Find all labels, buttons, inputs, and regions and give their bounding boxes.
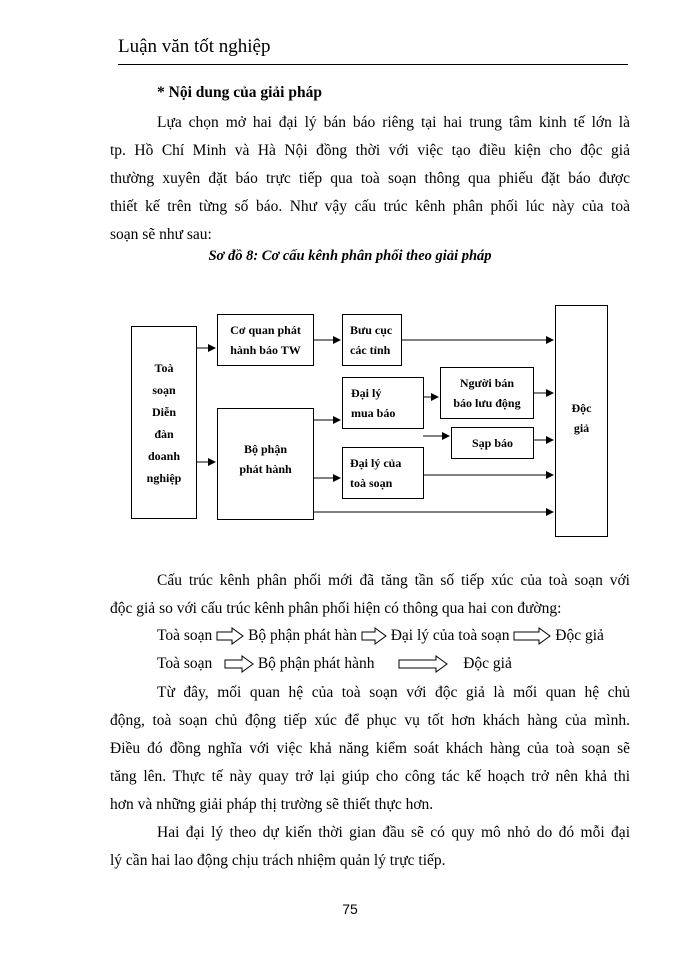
paragraph-1-line: soạn sẽ như sau:	[110, 226, 212, 243]
paragraph-3-line: Từ đây, mối quan hệ của toà soạn với độc giả là mối quan hệ chủ	[157, 684, 630, 701]
paragraph-1-line: thiết kế trên từng số báo. Như vậy cấu trúc kênh phân phối lúc này của toà	[110, 198, 630, 215]
hollow-arrow-icon	[216, 627, 244, 645]
box-doc-gia: Độc giả	[555, 305, 608, 537]
hollow-arrow-icon	[361, 627, 387, 645]
route-1	[157, 627, 604, 645]
paragraph-4-line: lý cần hai lao động chịu trách nhiệm quản lý trực tiếp.	[110, 852, 446, 869]
diagram-caption: Sơ đồ 8: Cơ cấu kênh phân phối theo giải pháp	[208, 248, 492, 264]
paragraph-3-line: Điều đó đồng nghĩa với việc khả năng kiểm soát khách hàng của toà soạn sẽ	[110, 740, 630, 757]
box-bo-phan-phat-hanh: Bộ phận phát hành	[217, 408, 314, 520]
route-1-step: Đại lý của toà soạn	[390, 627, 510, 644]
box-toa-soan: Toà soạn Diễn đàn doanh nghiệp	[131, 326, 197, 519]
route-1-step: Bộ phận phát hàn	[248, 627, 357, 644]
running-header: Luận văn tốt nghiệp	[118, 36, 271, 57]
route-2-step: Độc giả	[463, 655, 512, 672]
route-2-step: Bộ phận phát hành	[257, 655, 375, 672]
paragraph-2-line: Cấu trúc kênh phân phối mới đã tăng tần số tiếp xúc của toà soạn với	[157, 572, 630, 589]
paragraph-2-line: độc giả so với cấu trúc kênh phân phối hiện có thông qua hai con đường:	[110, 600, 562, 617]
hollow-arrow-icon	[513, 627, 551, 645]
paragraph-3-line: động, toà soạn chủ động tiếp xúc để phục vụ tốt hơn khách hàng của mình.	[110, 712, 630, 729]
hollow-arrow-icon	[398, 655, 448, 673]
route-1-step: Độc giả	[555, 627, 604, 644]
box-nguoi-ban-bao: Người bán báo lưu động	[440, 367, 534, 419]
box-dai-ly-toa-soan: Đại lý của toà soạn	[342, 447, 424, 499]
box-sap-bao: Sạp báo	[451, 427, 534, 459]
box-buu-cuc: Bưu cục các tỉnh	[342, 314, 402, 366]
paragraph-4-line: Hai đại lý theo dự kiến thời gian đầu sẽ có quy mô nhỏ do đó mỗi đại	[157, 824, 630, 841]
box-dai-ly-mua-bao: Đại lý mua báo	[342, 377, 424, 429]
route-2	[157, 655, 512, 673]
route-2-step: Toà soạn	[157, 655, 213, 672]
route-1-step: Toà soạn	[157, 627, 213, 644]
paragraph-1-line: thường xuyên đặt báo trực tiếp qua toà soạn thông qua phiếu đặt báo được	[110, 170, 630, 187]
paragraph-3-line: hơn và những giải pháp thị trường sẽ thiết thực hơn.	[110, 796, 434, 813]
hollow-arrow-icon	[224, 655, 254, 673]
paragraph-1-line: Lựa chọn mở hai đại lý bán báo riêng tại hai trung tâm kinh tế lớn là	[157, 114, 630, 131]
section-heading: * Nội dung của giải pháp	[157, 84, 322, 101]
paragraph-3-line: tăng lên. Thực tế này quay trở lại giúp cho công tác kế hoạch trở nên khả thi	[110, 768, 630, 785]
page-number: 75	[342, 901, 358, 917]
paragraph-1-line: tp. Hồ Chí Minh và Hà Nội đồng thời với việc tạo điều kiện cho độc giả	[110, 142, 630, 159]
box-co-quan-phat-hanh: Cơ quan phát hành báo TW	[217, 314, 314, 366]
